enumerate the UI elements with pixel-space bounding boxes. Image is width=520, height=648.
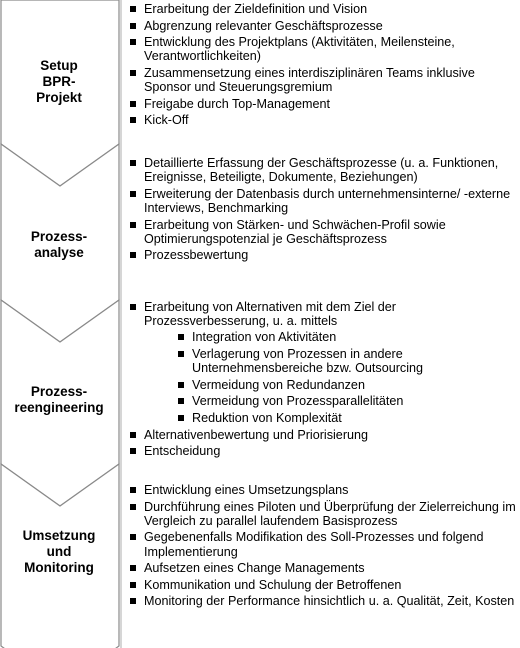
activity-item	[130, 113, 518, 127]
activity-item	[130, 187, 518, 215]
phase-label-line: analyse	[34, 245, 84, 260]
activity-item	[130, 35, 518, 63]
phase-label-line: Projekt	[36, 90, 82, 105]
activity-item	[130, 483, 518, 497]
activity-item	[130, 218, 518, 246]
sub-activity-item: Verlagerung von Prozessen in andere Unternehmensbereiche bzw. Outsourcing	[144, 347, 518, 375]
activity-text: Detaillierte Erfassung der Geschäftsprozesse (u. a. Funktionen, Ereignisse, Beteiligte, Dokumente, Beziehungen)	[144, 156, 499, 185]
activity-text: Freigabe durch Top-Management	[144, 96, 330, 111]
activity-item	[130, 594, 518, 608]
activity-text: Aufsetzen eines Change Managements	[144, 561, 365, 576]
activity-text: Abgrenzung relevanter Geschäftsprozesse	[144, 18, 383, 33]
phase-activity-list	[130, 2, 518, 130]
activity-text: Alternativenbewertung und Priorisierung	[144, 427, 369, 442]
phase-label-line: Prozess-	[30, 384, 88, 399]
activity-text: Erarbeitung von Alternativen mit dem Ziel der Prozessverbesserung, u. a. mittels	[144, 300, 396, 329]
activity-text: Durchführung eines Piloten und Überprüfung der Zielerreichung im Vergleich zu parallel laufendem Basisprozess	[144, 499, 516, 528]
activity-text: Prozessbewertung	[144, 248, 249, 263]
sub-activity-item: Vermeidung von Prozessparallelitäten	[144, 394, 518, 408]
activity-item	[130, 530, 518, 558]
sub-activity-item: Integration von Aktivitäten	[144, 330, 518, 344]
phase-label	[0, 384, 118, 416]
phase-activity-list	[130, 300, 518, 461]
phase-label	[0, 528, 118, 576]
phase-label	[0, 229, 118, 261]
activity-item	[130, 561, 518, 575]
activity-item	[130, 578, 518, 592]
phase-label-line: reengineering	[14, 400, 104, 415]
activity-text: Erarbeitung der Zieldefinition und Vision	[144, 2, 368, 16]
activity-item	[130, 428, 518, 442]
phase-label-line: Prozess-	[30, 229, 88, 244]
activity-item	[130, 97, 518, 111]
activity-text: Zusammensetzung eines interdisziplinären Teams inklusive Sponsor und Steuerungsgremium	[144, 65, 475, 95]
activity-text: Monitoring der Performance hinsichtlich u. a. Qualität, Zeit, Kosten	[144, 594, 515, 609]
activity-item	[130, 19, 518, 33]
activity-text: Entscheidung	[144, 444, 221, 459]
activity-item	[130, 300, 518, 425]
phase-label-line: Setup	[40, 58, 78, 73]
activity-text: Erarbeitung von Stärken- und Schwächen-Profil sowie Optimierungspotenzial je Geschäftsprozess	[144, 217, 446, 246]
activity-text: Entwicklung des Projektplans (Aktivitäten, Meilensteine, Verantwortlichkeiten)	[144, 35, 455, 64]
activity-item	[130, 500, 518, 528]
activity-item	[130, 444, 518, 458]
activity-item	[130, 2, 518, 16]
activity-text: Kommunikation und Schulung der Betroffenen	[144, 577, 402, 592]
sub-activity-item: Reduktion von Komplexität	[144, 411, 518, 425]
phase-label-line: BPR-	[42, 74, 76, 89]
activity-item	[130, 66, 518, 94]
sub-activity-item: Vermeidung von Redundanzen	[144, 378, 518, 392]
phase-activity-list	[130, 483, 518, 611]
phase-label-line: Umsetzung	[22, 528, 96, 543]
activity-text: Entwicklung eines Umsetzungsplans	[144, 483, 349, 497]
phase-label	[0, 58, 118, 106]
activity-item	[130, 156, 518, 184]
activity-text: Gegebenenfalls Modifikation des Soll-Prozesses und folgend Implementierung	[144, 530, 484, 559]
phase-label-line: Monitoring	[24, 560, 94, 575]
activity-text: Kick-Off	[144, 113, 189, 128]
phase-activity-list	[130, 156, 518, 265]
sub-activity-list	[144, 330, 518, 425]
activity-item	[130, 248, 518, 262]
phase-label-line: und	[46, 544, 72, 559]
activity-text: Erweiterung der Datenbasis durch unternehmensinterne/ -externe Interviews, Benchmarking	[144, 186, 511, 215]
